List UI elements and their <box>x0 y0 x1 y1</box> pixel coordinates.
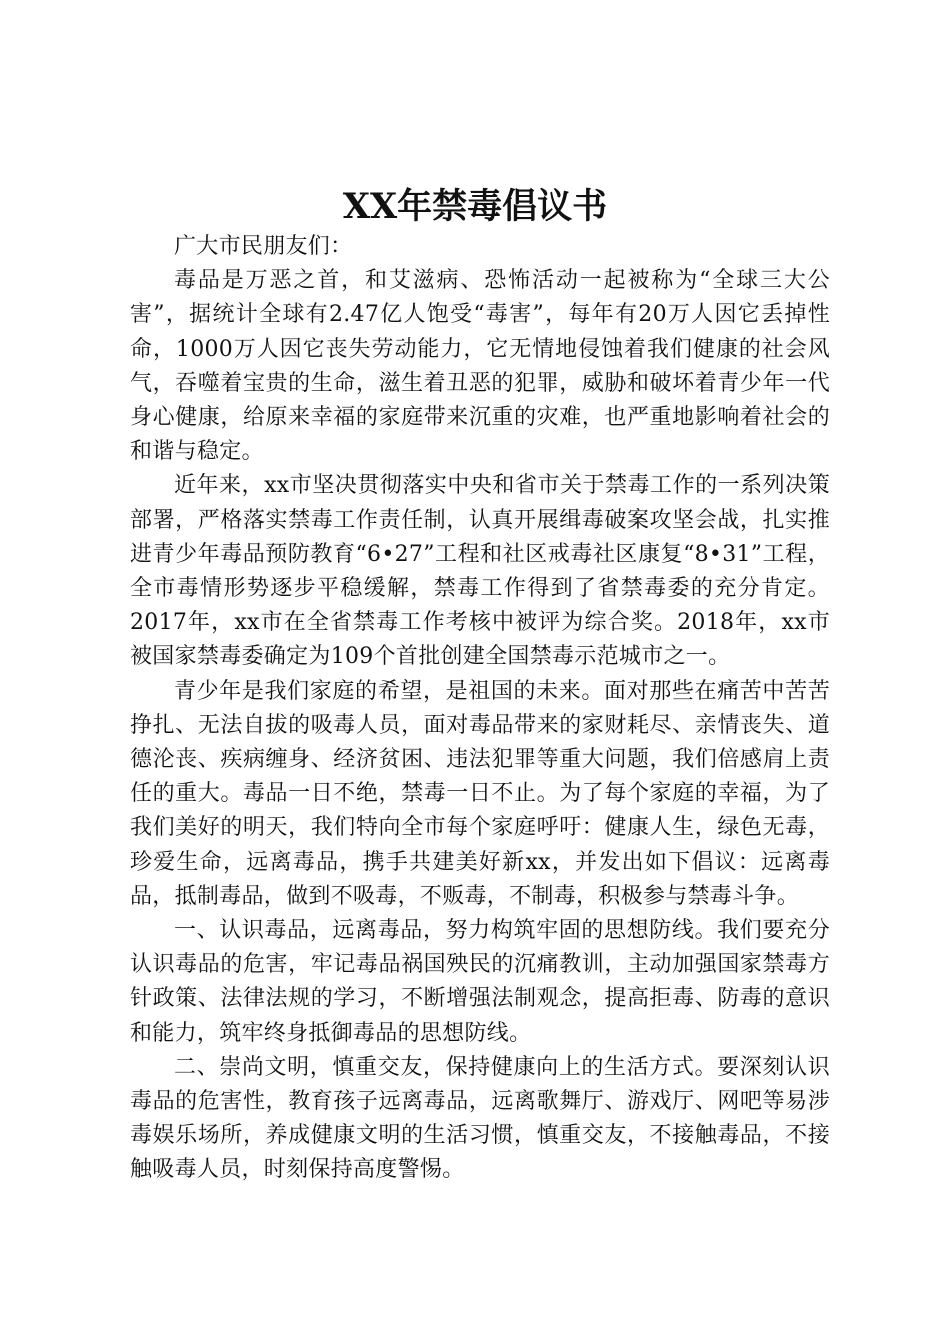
document-body <box>130 230 830 1188</box>
paragraph-3: 青少年是我们家庭的希望，是祖国的未来。面对那些在痛苦中苦苦挣扎、无法自拔的吸毒人员，面对毒品带来的家财耗尽、亲情丧失、道德沦丧、疾病缠身、经济贫困、违法犯罪等重大问题，我们倍感肩上责任的重大。毒品一日不绝，禁毒一日不止。为了每个家庭的幸福，为了我们美好的明天，我们特向全市每个家庭呼吁：健康人生，绿色无毒，珍爱生命，远离毒品，携手共建美好新xx，并发出如下倡议：远离毒品，抵制毒品，做到不吸毒，不贩毒，不制毒，积极参与禁毒斗争。 <box>130 678 830 909</box>
document-title: XX年禁毒倡议书 <box>342 186 608 227</box>
paragraph-4: 一、认识毒品，远离毒品，努力构筑牢固的思想防线。我们要充分认识毒品的危害，牢记毒品祸国殃民的沉痛教训，主动加强国家禁毒方针政策、法律法规的学习，不断增强法制观念，提高拒毒、防毒的意识和能力，筑牢终身抵御毒品的思想防线。 <box>130 918 830 1046</box>
paragraph-5: 二、崇尚文明，慎重交友，保持健康向上的生活方式。要深刻认识毒品的危害性，教育孩子远离毒品，远离歌舞厅、游戏厅、网吧等易涉毒娱乐场所，养成健康文明的生活习惯，慎重交友，不接触毒品，不接触吸毒人员，时刻保持高度警惕。 <box>130 1054 830 1183</box>
paragraph-1: 毒品是万恶之首，和艾滋病、恐怖活动一起被称为“全球三大公害”，据统计全球有2.47亿人饱受“毒害”，每年有20万人因它丢掉性命，1000万人因它丧失劳动能力，它无情地侵蚀着我们健康的社会风气，吞噬着宝贵的生命，滋生着丑恶的犯罪，威胁和破坏着青少年一代身心健康，给原来幸福的家庭带来沉重的灾难，也严重地影响着社会的和谐与稳定。 <box>130 268 830 465</box>
paragraph-2: 近年来，xx市坚决贯彻落实中央和省市关于禁毒工作的一系列决策部署，严格落实禁毒工作责任制，认真开展缉毒破案攻坚会战，扎实推进青少年毒品预防教育“6•27”工程和社区戒毒社区康复“8•31”工程，全市毒情形势逐步平稳缓解，禁毒工作得到了省禁毒委的充分肯定。2017年，xx市在全省禁毒工作考核中被评为综合奖。2018年，xx市被国家禁毒委确定为109个首批创建全国禁毒示范城市之一。 <box>130 473 830 670</box>
salutation: 广大市民朋友们： <box>174 234 353 259</box>
